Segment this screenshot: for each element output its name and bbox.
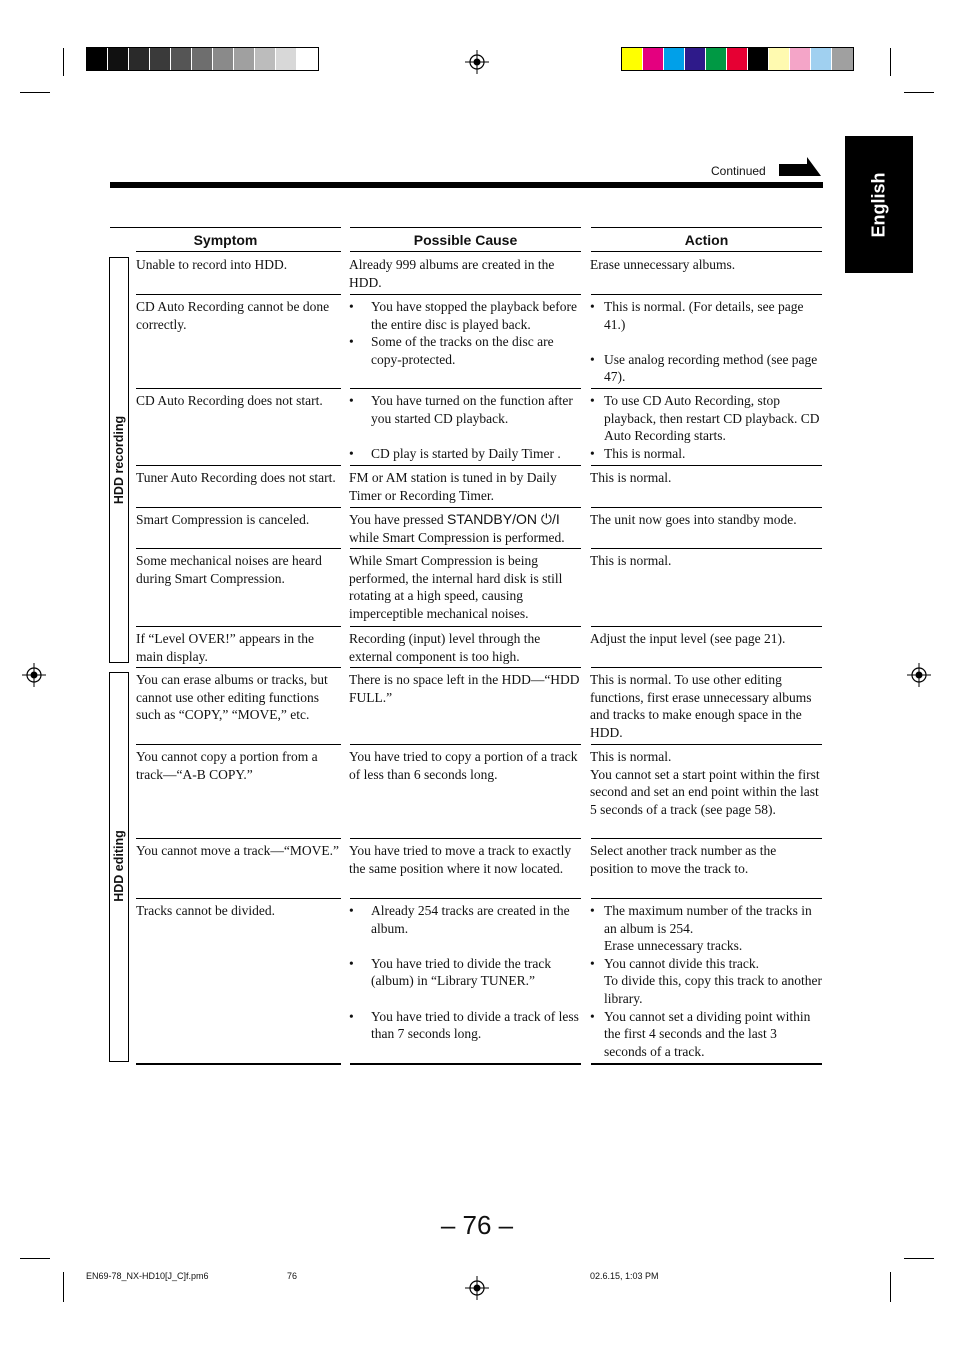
bullet-icon: • [590, 351, 595, 367]
cause-cell [349, 256, 581, 291]
cause-text: You have tried to divide a track of less than 7 seconds long. [371, 1008, 579, 1042]
row-rule [136, 294, 341, 295]
color-swatch [276, 48, 297, 70]
action-text: This is normal. [604, 445, 686, 461]
symptom-cell [136, 552, 341, 587]
continued-label: Continued [711, 164, 766, 178]
cause-cell [349, 671, 581, 706]
row-rule [350, 744, 581, 745]
cause-text: CD play is started by Daily Timer . [371, 445, 561, 461]
action-text: You cannot set a start point within the first second and set an end point within the last 5 seconds of a track (see page 58). [590, 766, 820, 817]
bullet-indent [590, 937, 604, 955]
cause-bullet-item [349, 333, 581, 368]
crop-mark [890, 48, 891, 76]
color-swatch [622, 48, 643, 70]
row-rule [350, 1063, 581, 1065]
symptom-text: You cannot copy a portion from a track—“A-B COPY.” [136, 749, 318, 782]
action-cell [590, 630, 822, 648]
spacer [349, 990, 581, 1008]
color-swatch [769, 48, 790, 70]
header-rule [110, 182, 823, 188]
cause-text: You have tried to move a track to exactly the same position where it now located. [349, 843, 572, 876]
color-swatch [643, 48, 664, 70]
cause-text: There is no space left in the HDD—“HDD FULL.” [349, 672, 580, 705]
cause-bullet-item [349, 955, 581, 990]
row-rule [591, 1063, 822, 1065]
header-bottom-rule [136, 251, 341, 252]
action-bullet-item [590, 445, 822, 463]
color-swatch [811, 48, 832, 70]
action-cell [590, 671, 822, 741]
cause-bullet-item [349, 902, 581, 937]
action-text: To divide this, copy this track to another library. [604, 973, 823, 1006]
row-rule [136, 626, 341, 627]
color-swatch [87, 48, 108, 70]
symptom-text: Unable to record into HDD. [136, 257, 288, 272]
registration-mark-icon [465, 1276, 489, 1300]
action-text: This is normal. To use other editing functions, first erase unnecessary albums and tracks to make enough space in the HDD. [590, 672, 812, 740]
bullet-icon: • [349, 1008, 354, 1024]
symptom-cell [136, 671, 341, 724]
row-rule [350, 667, 581, 668]
bullet-icon: • [349, 299, 354, 314]
action-text: The maximum number of the tracks in an album is 254. [604, 903, 812, 936]
crop-mark [904, 92, 934, 93]
cause-text: Already 254 tracks are created in the album. [371, 903, 570, 936]
color-swatch [150, 48, 171, 70]
symptom-cell [136, 511, 341, 529]
bullet-icon: • [590, 955, 595, 971]
color-swatch [664, 48, 685, 70]
color-swatch [234, 48, 255, 70]
bullet-icon: • [590, 903, 595, 918]
row-rule [136, 667, 341, 668]
action-cell [590, 256, 822, 274]
action-bullet-item [590, 902, 822, 937]
action-header: Action [684, 232, 729, 248]
cause-text: While Smart Compression is being performed, the internal hard disk is still rotating at a high speed, causing imperceptible mechanical noises. [349, 553, 563, 621]
action-text: Adjust the input level (see page 21). [590, 631, 786, 646]
action-bullet-item [590, 1008, 822, 1061]
footer-date: 02.6.15, 1:03 PM [590, 1271, 659, 1281]
spacer [590, 333, 822, 351]
action-text: This is normal. (For details, see page 41.) [604, 299, 804, 332]
cause-header: Possible Cause [413, 232, 518, 248]
action-cell [590, 392, 822, 462]
symptom-text: Smart Compression is canceled. [136, 512, 310, 527]
symptom-text: CD Auto Recording does not start. [136, 393, 323, 408]
symptom-cell [136, 469, 341, 487]
color-swatch [790, 48, 811, 70]
action-text: The unit now goes into standby mode. [590, 512, 797, 527]
row-rule [350, 548, 581, 549]
row-rule [136, 838, 341, 839]
row-rule [591, 548, 822, 549]
symptom-cell [136, 298, 341, 333]
row-rule [591, 838, 822, 839]
cause-text: You have stopped the playback before the entire disc is played back. [371, 299, 577, 332]
footer-file: EN69-78_NX-HD10[J_C]f.pm6 [86, 1271, 209, 1281]
symptom-text: You cannot move a track—“MOVE.” [136, 843, 339, 858]
row-rule [591, 626, 822, 627]
action-cell [590, 298, 822, 386]
cause-text-part: while Smart Compression is performed. [349, 529, 565, 545]
language-tab-label: English [868, 171, 889, 238]
continued-arrow-icon [779, 157, 822, 177]
header-top-rule [591, 227, 822, 228]
bullet-icon: • [349, 334, 354, 350]
bullet-icon: • [349, 445, 354, 461]
row-rule [591, 465, 822, 466]
color-swatch [685, 48, 706, 70]
cause-text: Some of the tracks on the disc are copy-protected. [371, 334, 554, 367]
row-rule [350, 626, 581, 627]
row-rule [136, 744, 341, 745]
color-swatch [255, 48, 276, 70]
spacer [349, 427, 581, 445]
cause-text: Already 999 albums are created in the HDD. [349, 257, 555, 290]
bullet-icon: • [590, 445, 595, 461]
symptom-text: Some mechanical noises are heard during Smart Compression. [136, 553, 322, 586]
cause-cell [349, 842, 581, 877]
color-swatch [706, 48, 727, 70]
color-swatch [727, 48, 748, 70]
cause-text-part: You have pressed [349, 512, 444, 527]
page-number: – 76 – [440, 1210, 514, 1240]
cause-text: FM or AM station is tuned in by Daily Timer or Recording Timer. [349, 470, 557, 503]
action-cell [590, 748, 822, 818]
row-rule [591, 667, 822, 668]
symptom-cell [136, 842, 341, 860]
row-rule [350, 507, 581, 508]
bullet-icon: • [590, 299, 595, 314]
action-cell [590, 469, 822, 487]
symptom-cell [136, 392, 341, 410]
symptom-cell [136, 902, 341, 920]
cause-cell [349, 902, 581, 1043]
row-rule [350, 898, 581, 899]
symptom-header: Symptom [193, 232, 258, 248]
bullet-indent [590, 972, 604, 1007]
group-label-editing: HDD editing [112, 830, 126, 902]
color-swatch [129, 48, 150, 70]
row-rule [350, 838, 581, 839]
action-bullet-item [590, 955, 822, 973]
color-swatch [108, 48, 129, 70]
color-swatch [297, 48, 318, 70]
crop-mark [20, 92, 50, 93]
header-top-rule [350, 227, 581, 228]
cause-cell [349, 552, 581, 622]
row-rule [136, 507, 341, 508]
row-rule [591, 507, 822, 508]
cause-text [349, 511, 581, 546]
cause-bullet-item [349, 1008, 581, 1043]
grayscale-bar [86, 47, 319, 71]
symptom-cell [136, 256, 341, 274]
row-rule [591, 388, 822, 389]
cause-cell [349, 748, 581, 783]
action-text: You cannot divide this track. [604, 955, 759, 971]
action-cell [590, 902, 822, 1060]
cause-cell [349, 511, 581, 546]
bullet-icon: • [590, 393, 595, 408]
cause-text: Recording (input) level through the external component is too high. [349, 631, 541, 664]
row-rule [350, 388, 581, 389]
header-bottom-rule [591, 251, 822, 252]
group-label-recording: HDD recording [112, 415, 126, 505]
bullet-icon: • [590, 1008, 595, 1024]
cause-text: You have tried to divide the track (album) in “Library TUNER.” [371, 955, 552, 989]
language-tab [845, 136, 913, 273]
color-swatch [748, 48, 769, 70]
action-continuation [590, 937, 822, 955]
row-rule [136, 1063, 341, 1065]
action-text: Erase unnecessary albums. [590, 257, 736, 272]
header-top-rule [110, 227, 341, 228]
action-continuation [590, 972, 822, 1007]
symptom-text: CD Auto Recording cannot be done correctly. [136, 299, 330, 332]
row-rule [591, 898, 822, 899]
row-rule [136, 898, 341, 899]
symptom-text: If “Level OVER!” appears in the main display. [136, 631, 315, 664]
row-rule [591, 294, 822, 295]
cause-bullet-item [349, 445, 581, 463]
header-bottom-rule [350, 251, 581, 252]
action-text: This is normal. [590, 749, 672, 764]
registration-mark-icon [907, 663, 931, 687]
action-text: This is normal. [590, 553, 672, 568]
footer-page: 76 [287, 1271, 298, 1281]
row-rule [136, 388, 341, 389]
crop-mark [904, 1258, 934, 1259]
action-text: To use CD Auto Recording, stop playback, then restart CD playback. CD Auto Recording starts. [604, 393, 820, 444]
cause-bullet-item [349, 298, 581, 333]
row-rule [350, 294, 581, 295]
action-cell [590, 552, 822, 570]
symptom-text: You can erase albums or tracks, but cannot use other editing functions such as “COPY,” “MOVE,” etc. [136, 672, 328, 723]
bullet-icon: • [349, 955, 354, 971]
crop-mark [20, 1258, 50, 1259]
crop-mark [890, 1272, 891, 1302]
color-swatch [213, 48, 234, 70]
spacer [349, 937, 581, 955]
cause-cell [349, 298, 581, 368]
cause-cell [349, 392, 581, 462]
row-rule [136, 465, 341, 466]
cause-text: You have tried to copy a portion of a track of less than 6 seconds long. [349, 749, 578, 782]
row-rule [136, 548, 341, 549]
symptom-cell [136, 748, 341, 783]
color-swatch [832, 48, 853, 70]
registration-mark-icon [465, 50, 489, 74]
action-text: You cannot set a dividing point within the first 4 seconds and the last 3 seconds of a track. [604, 1008, 811, 1059]
bullet-icon: • [349, 393, 354, 408]
symptom-cell [136, 630, 341, 665]
action-cell [590, 511, 822, 529]
cause-cell [349, 630, 581, 665]
symptom-text: Tuner Auto Recording does not start. [136, 470, 336, 485]
cause-text: You have turned on the function after you started CD playback. [371, 393, 573, 426]
action-text: Use analog recording method (see page 47). [604, 351, 818, 385]
crop-mark [63, 48, 64, 76]
color-bar [621, 47, 854, 71]
cause-bullet-item [349, 392, 581, 427]
cause-cell [349, 469, 581, 504]
standby-on-button-label: STANDBY/ON ⏻/I [447, 511, 560, 527]
crop-mark [63, 1272, 64, 1302]
action-cell [590, 842, 822, 877]
bullet-icon: • [349, 903, 354, 918]
symptom-text: Tracks cannot be divided. [136, 903, 275, 918]
action-text: Select another track number as the position to move the track to. [590, 843, 777, 876]
row-rule [591, 744, 822, 745]
action-bullet-item [590, 298, 822, 333]
row-rule [350, 465, 581, 466]
registration-mark-icon [22, 663, 46, 687]
action-text: This is normal. [590, 470, 672, 485]
action-text: Erase unnecessary tracks. [604, 938, 743, 954]
action-bullet-item [590, 351, 822, 386]
color-swatch [171, 48, 192, 70]
action-bullet-item [590, 392, 822, 445]
color-swatch [192, 48, 213, 70]
